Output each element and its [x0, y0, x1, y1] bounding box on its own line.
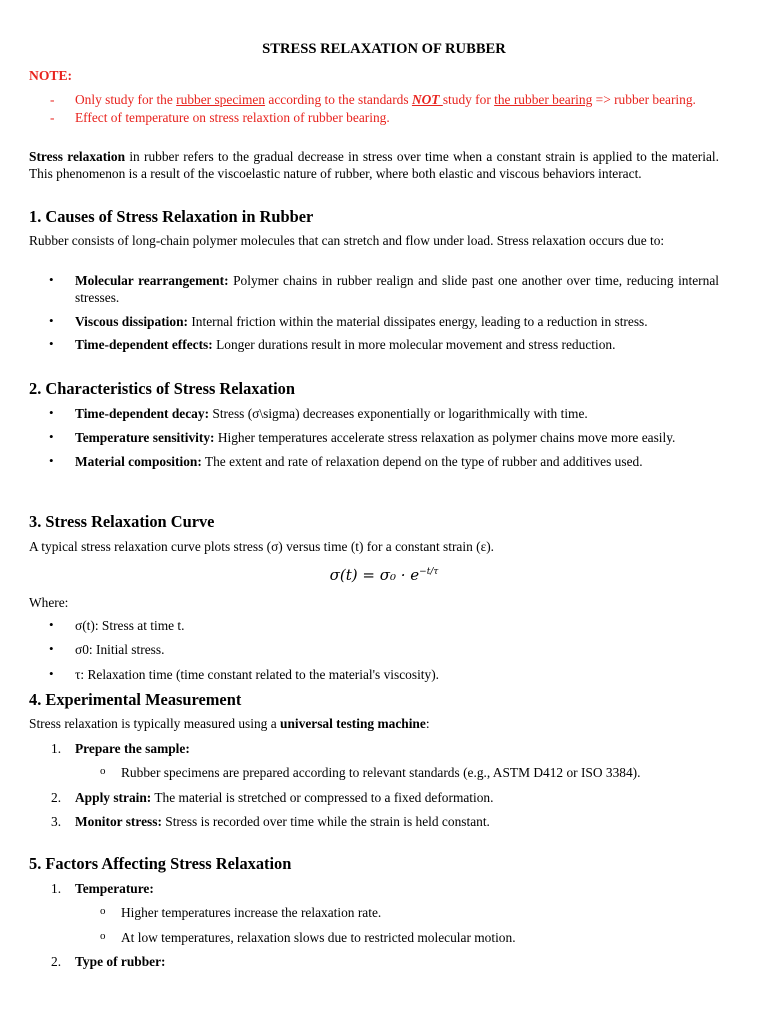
list-item: • Time-dependent decay: Stress (σ\sigma) decreases exponentially or logarithmically with time.: [49, 405, 588, 421]
where-label: Where:: [29, 595, 69, 610]
section-heading: 3. Stress Relaxation Curve: [29, 512, 215, 531]
sub-list-item: o Rubber specimens are prepared according to relevant standards (e.g., ASTM D412 or ISO 3384).: [100, 765, 641, 781]
list-item: • τ: Relaxation time (time constant related to the material's viscosity).: [49, 665, 440, 682]
list-item: 1. Temperature:: [51, 881, 154, 896]
sub-list-item: o Higher temperatures increase the relaxation rate.: [100, 905, 382, 921]
note-list: [29, 91, 719, 128]
list-item: • Material composition: The extent and rate of relaxation depend on the type of rubber and additives used.: [49, 452, 643, 469]
section-heading: 1. Causes of Stress Relaxation in Rubber: [29, 207, 314, 226]
note-label: NOTE:: [29, 68, 73, 83]
bullet-list: [29, 272, 719, 354]
numbered-list: [29, 880, 719, 971]
section-heading: 5. Factors Affecting Stress Relaxation: [29, 854, 292, 873]
formula: $\sigma(t) = \sigma_0 \cdot e^{-t/\tau}$: [329, 566, 439, 584]
bullet-list: [29, 617, 719, 683]
list-item: 2. Apply strain: The material is stretched or compressed to a fixed deformation.: [51, 789, 494, 805]
list-item: • Viscous dissipation: Internal friction within the material dissipates energy, leading to a reduction in stress.: [49, 312, 648, 329]
intro-paragraph: Stress relaxation in rubber refers to the gradual decrease in stress over time when a constant strain is applied to the material. This phenomenon is a result of the viscoelastic nature of rubber, where both elastic and viscous behaviors interact.: [29, 149, 719, 182]
section-intro: Rubber consists of long-chain polymer molecules that can stretch and flow under load. Stress relaxation occurs due to:: [29, 233, 665, 248]
list-item: • σ0: Initial stress.: [49, 641, 165, 658]
list-item: 1. Prepare the sample:: [51, 741, 190, 756]
list-item: • Time-dependent effects: Longer durations result in more molecular movement and stress reduction.: [49, 336, 616, 353]
list-item: 3. Monitor stress: Stress is recorded over time while the strain is held constant.: [51, 814, 490, 830]
list-item: • Molecular rearrangement: Polymer chains in rubber realign and slide past one another over time, reducing internal stresses.: [49, 272, 719, 306]
section-heading: 2. Characteristics of Stress Relaxation: [29, 379, 295, 398]
note-item: - Only study for the rubber specimen according to the standards NOT study for the rubber bearing => rubber bearing.: [50, 92, 696, 107]
numbered-list: [29, 740, 719, 831]
bullet-list: [29, 405, 719, 470]
list-item: 2. Type of rubber:: [51, 954, 166, 970]
section-intro: Stress relaxation is typically measured using a universal testing machine:: [29, 716, 430, 731]
list-item: • σ(t): Stress at time t.: [49, 617, 185, 633]
section-intro: A typical stress relaxation curve plots stress (σ) versus time (t) for a constant strain (ε).: [29, 539, 495, 554]
section-heading: 4. Experimental Measurement: [29, 690, 242, 709]
note-item: - Effect of temperature on stress relaxtion of rubber bearing.: [50, 110, 390, 126]
list-item: • Temperature sensitivity: Higher temperatures accelerate stress relaxation as polymer chains move more easily.: [49, 429, 676, 446]
sub-list-item: o At low temperatures, relaxation slows due to restricted molecular motion.: [100, 929, 516, 945]
page-title: STRESS RELAXATION OF RUBBER: [262, 41, 506, 57]
